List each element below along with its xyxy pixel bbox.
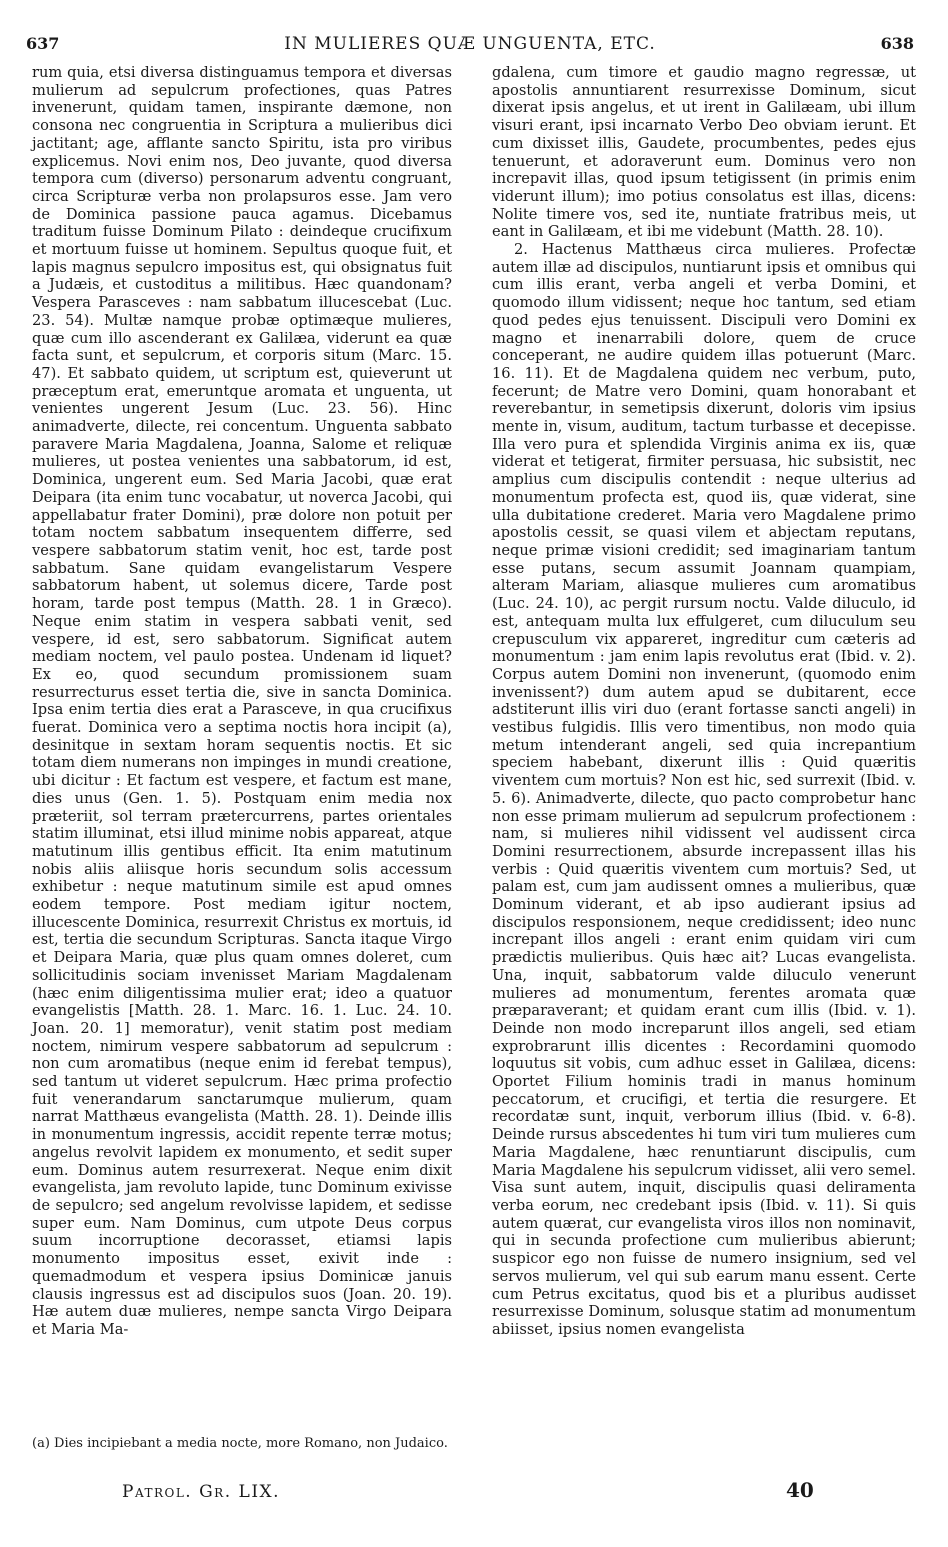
- signature-number: 40: [786, 1478, 814, 1502]
- paragraph: rum quia, etsi diversa distinguamus tempora et diversas mulierum ad sepulcrum profectiones, quas Patres invenerunt, quidam tamen, inspirante dæmone, non consona nec congruentia in Scriptura a mulieribus dici jactitant; age, afflante sancto Spiritu, ista pro viribus explicemus. Novi enim nos, Deo juvante, quod diversa tempora cum (diverso) personarum adventu congruant, circa Scripturæ verba non prolapsuros esse. Jam vero de Dominica passione pauca agamus. Dicebamus traditum fuisse Dominum Pilato : deindeque crucifixum et mortuum fuisse ut hominem. Sepultus quoque fuit, et lapis magnus sepulcro impositus est, qui obsignatus fuit a Judæis, et custoditus a militibus. Hæc quandonam? Vespera Parasceves : nam sabbatum illucescebat (Luc. 23. 54). Multæ namque probæ optimæque mulieres, quæ cum illo ascenderant ex Galilæa, viderunt ea quæ facta sunt, et sepulcrum, et corporis situm (Marc. 15. 47). Et sabbato quidem, ut scriptum est, quieverunt ut præceptum erat, emeruntque aromata et unguenta, ut venientes ungerent Jesum (Luc. 23. 56). Hinc animadverte, dilecte, rei concentum. Unguenta sabbato paravere Maria Magdalena, Joanna, Salome et reliquæ mulieres, ut postea venientes una sabbatorum, id est, Dominica, ungerent eum. Sed Maria Jacobi, quæ erat Deipara (ita enim tunc vocabatur, ut noverca Jacobi, qui appellabatur frater Domini), præ dolore non potuit per totam noctem sabbatum insequentem differre, sed vespere sabbatorum statim venit, hoc est, tarde post sabbatum. Sane quidam evangelistarum Vespere sabbatorum habent, ut solemus dicere, Tarde post horam, tarde post tempus (Matth. 28. 1 in Græco). Neque enim statim in vespera sabbati venit, sed vespere, id est, sero sabbatorum. Significat autem mediam noctem, vel paulo postea. Undenam id liquet? Ex eo, quod secundum promissionem suam resurrecturus esset tertia die, sive in sancta Dominica. Ipsa enim tertia dies erat a Parasceve, in qua crucifixus fuerat. Dominica vero a septima noctis hora incipit (a), desinitque in sextam horam sequentis noctis. Et sic totam diem numerans non impinges in mundi creatione, ubi dicitur : Et factum est vespere, et factum est mane, dies unus (Gen. 1. 5). Postquam enim media nox præteriit, sol terram prætercurrens, partes orientales statim illuminat, etsi illud minime nobis appareat, atque matutinum illis gentibus efficit. Ita enim matutinum nobis aliis aliisque horis secundum solis accessum exhibetur : neque matutinum simile est apud omnes eodem tempore. Post mediam igitur noctem, illucescente Dominica, resurrexit Christus ex mortuis, id est, tertia die secundum Scripturas. Sancta itaque Virgo et Deipara Maria, quæ plus quam omnes doleret, cum sollicitudinis sociam invenisset Mariam Magdalenam (hæc enim diligentissima mulier erat; ideo a quatuor evangelistis [Matth. 28. 1. Marc. 16. 1. Luc. 24. 10. Joan. 20. 1] memoratur), venit statim post mediam noctem, nimirum vespere sabbatorum ad sepulcrum : non cum aromatibus (neque enim id ferebat tempus), sed tantum ut videret sepulcrum. Hæc prima profectio fuit venerandarum sanctarumque mulierum, quam narrat Matthæus evangelista (Matth. 28. 1). Deinde illis in monumentum ingressis, accidit repente terræ motus; angelus revolvit lapidem ex monumento, et sedit super eum. Dominus autem resurrexerat. Neque enim dixit evangelista, jam revoluto lapide, tunc Dominum exivisse de sepulcro; sed angelum revolvisse lapidem, et sedisse super eum. Nam Dominus, cum utpote Deus corpus suum incorruptione decorasset, etiamsi lapis monumento impositus esset, exivit inde : quemadmodum et vespera ipsius Dominicæ januis clausis ingressus est ad discipulos suos (Joan. 20. 19). Hæ autem duæ mulieres, nempe sancta Virgo Deipara et Maria Ma-: [32, 64, 452, 1338]
- paragraph: 2. Hactenus Matthæus circa mulieres. Profectæ autem illæ ad discipulos, nuntiarunt ipsis et omnibus qui cum illis erant, verba angeli et verba Domini, et quomodo illum vidissent; neque hoc tantum, sed etiam quod pedes ejus tenuissent. Discipuli vero Domini ex magno et inenarrabili dolore, quem de cruce conceperant, ne audire quidem illas potuerunt (Marc. 16. 11). Et de Magdalena quidem nec verbum, puto, fecerunt; de Matre vero Domini, quam honorabant et reverebantur, in semetipsis dixerunt, doloris vim ipsius mente in, visum, auditum, tactum turbasse et decepisse. Illa vero pura et splendida Virginis anima ex iis, quæ viderat et tetigerat, firmiter persuasa, hic subsistit, nec amplius cum discipulis contendit : neque ulterius ad monumentum profecta est, quod iis, quæ viderat, sine ulla dubitatione crederet. Maria vero Magdalene primo apostolis cessit, se quasi vilem et abjectam reputans, neque primæ visioni credidit; sed imaginariam tantum esse putans, secum assumit Joannam quampiam, alteram Mariam, aliasque mulieres cum aromatibus (Luc. 24. 10), ac pergit rursum noctu. Valde diluculo, id est, antequam multa lux effulgeret, cum diluculum seu crepusculum vix appareret, ingreditur cum cæteris ad monumentum : jam enim lapis revolutus erat (Ibid. v. 2). Corpus autem Domini non invenerunt, (quomodo enim invenissent?) dum autem apud se dubitarent, ecce adstiterunt illis viri duo (erant fortasse sancti angeli) in vestibus fulgidis. Illis vero timentibus, non modo quia metum intenderant angeli, sed quia increpantium speciem habebant, dixerunt illis : Quid quæritis viventem cum mortuis? Non est hic, sed surrexit (Ibid. v. 5. 6). Animadverte, dilecte, quo pacto comprobetur hanc non esse primam mulierum ad sepulcrum profectionem : nam, si mulieres nihil vidissent vel audissent circa Domini resurrectionem, absurde increpassent illas his verbis : Quid quæritis viventem cum mortuis? Sed, ut palam est, cum jam audissent omnes a mulieribus, quæ Dominum viderant, et ab ipso audierant ipsius ad discipulos responsionem, neque credidissent; ideo nunc increpant illos angeli : erant enim quidam viri cum prædictis mulieribus. Quis hæc ait? Lucas evangelista. Una, inquit, sabbatorum valde diluculo venerunt mulieres ad monumentum, ferentes aromata quæ præparaverant; et quidam erant cum illis (Ibid. v. 1). Deinde non modo increparunt illos angeli, sed etiam exprobrarunt illis dicentes : Recordamini quomodo loquutus sit vobis, cum adhuc esset in Galilæa, dicens: Oportet Filium hominis tradi in manus hominum peccatorum, et crucifigi, et tertia die resurgere. Et recordatæ sunt, inquit, verborum illius (Ibid. v. 6-8). Deinde rursus abscedentes hi tum viri tum mulieres cum Maria Magdalene, hæc renuntiarunt discipulis, cum Maria Magdalene his sepulcrum vidisset, alii vero semel. Visa sunt autem, inquit, discipulis quasi deliramenta verba eorum, nec credebant ipsis (Ibid. v. 11). Si quis autem quærat, cur evangelista viros illos non nominavit, qui in secunda profectione cum mulieribus abierunt; suspicor ego non fuisse de numero insignium, sed vel servos mulierum, vel qui sub earum manu essent. Certe cum Petrus excitatus, quod bis et a pluribus audisset resurrexisse Dominum, solusque statim ad monumentum abiisset, ipsius nomen evangelista: [492, 241, 916, 1338]
- right-column: [492, 64, 916, 1339]
- series-signature: Patrol. Gr. LIX.: [122, 1482, 281, 1502]
- paragraph: gdalena, cum timore et gaudio magno regressæ, ut apostolis annuntiarent resurrexisse Dominum, sicut dixerat ipsis angelus, et ut irent in Galilæam, ubi illum visuri erant, ipsi incarnato Verbo Deo obviam ierunt. Et cum dixisset illis, Gaudete, procumbentes, pedes ejus tenuerunt, et adoraverunt eum. Dominus vero non increpavit illas, quod ipsum tetigissent (in primis enim viderunt illum); imo potius consolatus est illas, dicens: Nolite timere vos, sed ite, nuntiate fratribus meis, ut eant in Galilæam, et ibi me videbunt (Matth. 28. 10).: [492, 64, 916, 241]
- left-column: [32, 64, 452, 1339]
- page-number-right: 638: [880, 34, 914, 53]
- footnote: (a) Dies incipiebant a media nocte, more Romano, non Judaico.: [32, 1436, 448, 1451]
- page-header: [26, 34, 914, 60]
- running-title: IN MULIERES QUÆ UNGUENTA, ETC.: [284, 34, 656, 54]
- page-number-left: 637: [26, 34, 60, 53]
